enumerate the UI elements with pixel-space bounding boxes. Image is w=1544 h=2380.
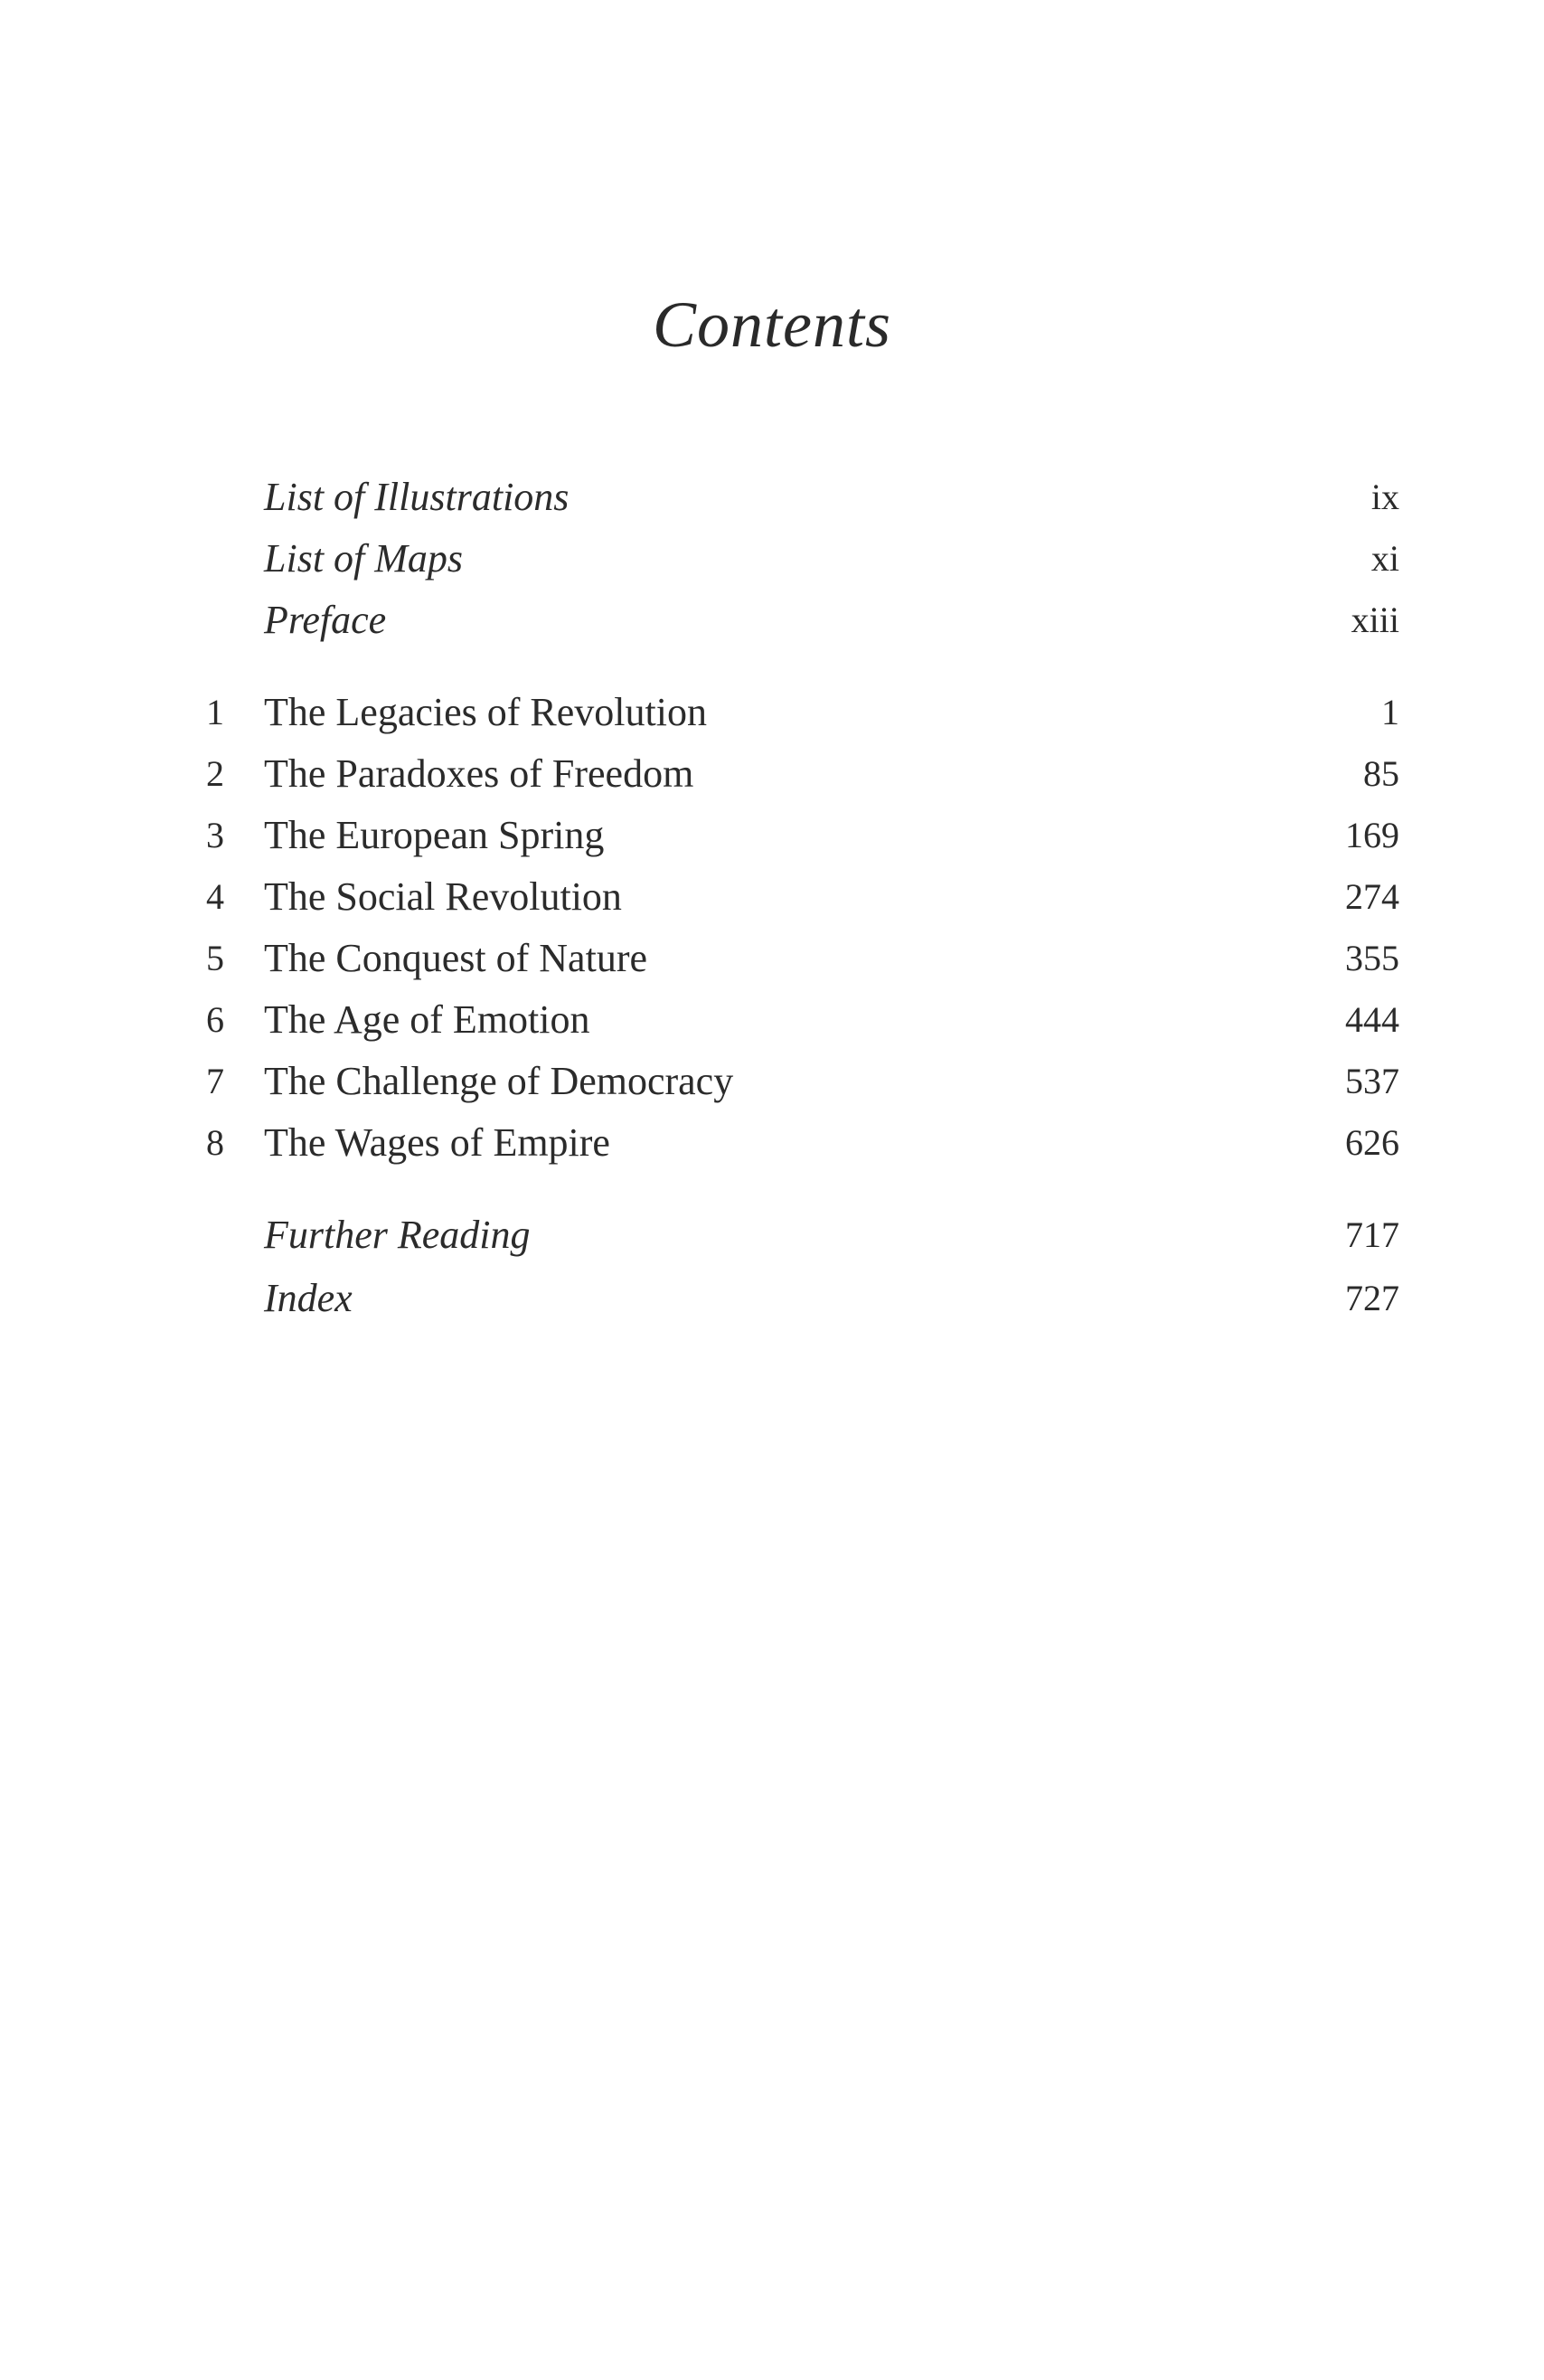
chapter-page: 85: [1363, 753, 1399, 794]
chapter-number: 3: [206, 815, 224, 855]
toc-entry-label: Index: [264, 1276, 353, 1320]
chapter-number: 2: [206, 753, 224, 794]
chapter-page: 537: [1345, 1061, 1399, 1101]
chapter-title: The Wages of Empire: [264, 1120, 610, 1165]
toc-entry-list-of-maps[interactable]: [0, 532, 1544, 586]
toc-chapter-2[interactable]: [0, 747, 1544, 801]
chapter-title: The Age of Emotion: [264, 997, 590, 1042]
toc-chapter-8[interactable]: [0, 1116, 1544, 1170]
chapter-page: 355: [1345, 938, 1399, 978]
toc-chapter-5[interactable]: [0, 931, 1544, 986]
chapter-page: 169: [1345, 815, 1399, 855]
toc-entry-preface[interactable]: [0, 593, 1544, 647]
toc-chapter-4[interactable]: [0, 870, 1544, 924]
toc-entry-further-reading[interactable]: [0, 1208, 1544, 1262]
chapter-title: The Paradoxes of Freedom: [264, 751, 694, 796]
chapter-number: 1: [206, 692, 224, 732]
chapter-title: The Legacies of Revolution: [264, 690, 707, 734]
toc-entry-list-of-illustrations[interactable]: [0, 470, 1544, 524]
chapter-page: 444: [1345, 999, 1399, 1040]
toc-entry-label: Preface: [264, 598, 387, 642]
toc-chapter-6[interactable]: [0, 993, 1544, 1047]
toc-entry-label: Further Reading: [264, 1213, 531, 1257]
toc-entry-index[interactable]: [0, 1271, 1544, 1326]
chapter-title: The European Spring: [264, 813, 605, 857]
toc-entry-page: ix: [1370, 477, 1399, 517]
toc-entry-page: xiii: [1351, 600, 1399, 640]
chapter-number: 8: [206, 1122, 224, 1163]
toc-entry-label: List of Illustrations: [264, 475, 570, 519]
toc-entry-page: 727: [1345, 1278, 1399, 1318]
chapter-page: 274: [1345, 876, 1399, 917]
toc-entry-page: xi: [1370, 538, 1399, 579]
chapter-title: The Social Revolution: [264, 874, 622, 919]
toc-entry-label: List of Maps: [264, 536, 464, 581]
chapter-number: 4: [206, 876, 224, 917]
chapter-title: The Conquest of Nature: [264, 936, 647, 980]
toc-chapter-1[interactable]: [0, 685, 1544, 740]
toc-entry-page: 717: [1345, 1214, 1399, 1255]
chapter-number: 7: [206, 1061, 224, 1101]
chapter-page: 1: [1381, 692, 1399, 732]
chapter-title: The Challenge of Democracy: [264, 1059, 734, 1103]
chapter-number: 6: [206, 999, 224, 1040]
chapter-number: 5: [206, 938, 224, 978]
page-title: Contents: [652, 288, 891, 361]
chapter-page: 626: [1345, 1122, 1399, 1163]
toc-chapter-3[interactable]: [0, 808, 1544, 863]
toc-chapter-7[interactable]: [0, 1054, 1544, 1109]
